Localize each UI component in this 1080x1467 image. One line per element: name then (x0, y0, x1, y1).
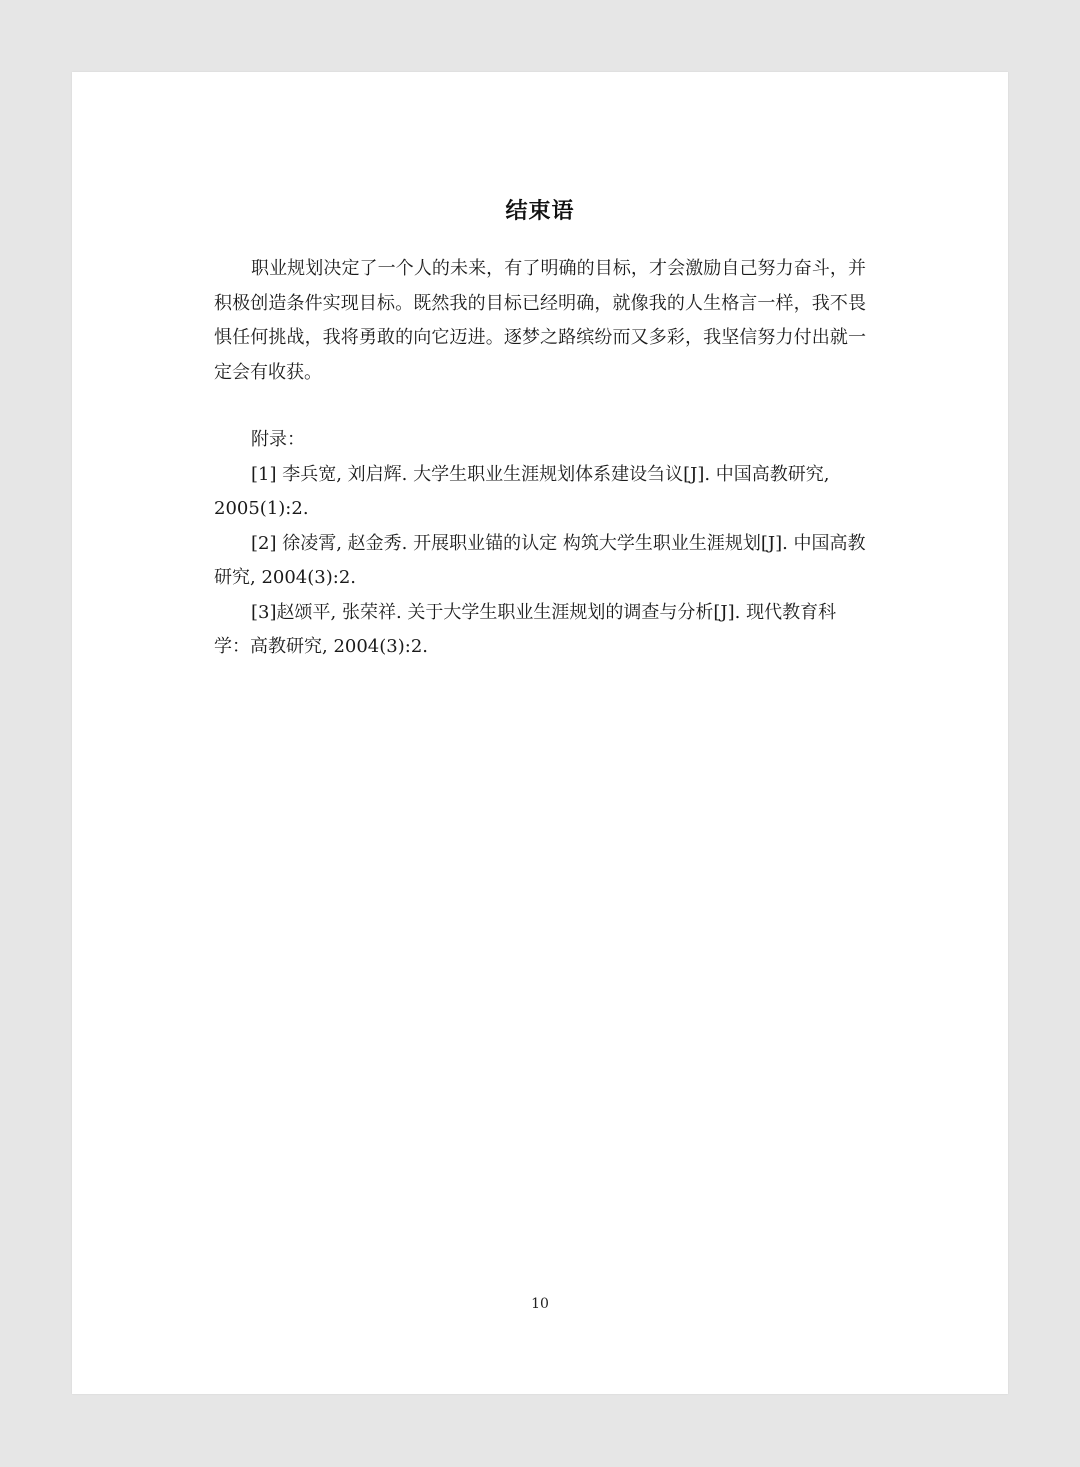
appendix-heading: 附录： (251, 429, 305, 450)
conclusion-paragraph: 职业规划决定了一个人的未来，有了明确的目标，才会激励自己努力奋斗，并积极创造条件实现目标。既然我的目标已经明确，就像我的人生格言一样，我不畏惧任何挑战，我将勇敢的向它迈进。逐梦之路缤纷而又多彩，我坚信努力付出就一定会有收获。 (214, 258, 866, 383)
reference-item: [2] 徐凌霄, 赵金秀. 开展职业锚的认定 构筑大学生职业生涯规划[J]. 中国高教研究, 2004(3):2. (214, 532, 866, 588)
document-page (72, 72, 1008, 1394)
reference-item: [1] 李兵宽, 刘启辉. 大学生职业生涯规划体系建设刍议[J]. 中国高教研究, 2005(1):2. (214, 463, 830, 519)
appendix-section (214, 423, 866, 665)
page-number: 10 (531, 1296, 549, 1312)
reference-item: [3]赵颂平, 张荣祥. 关于大学生职业生涯规划的调查与分析[J]. 现代教育科学：高教研究, 2004(3):2. (214, 601, 837, 657)
page-title: 结束语 (505, 199, 575, 224)
